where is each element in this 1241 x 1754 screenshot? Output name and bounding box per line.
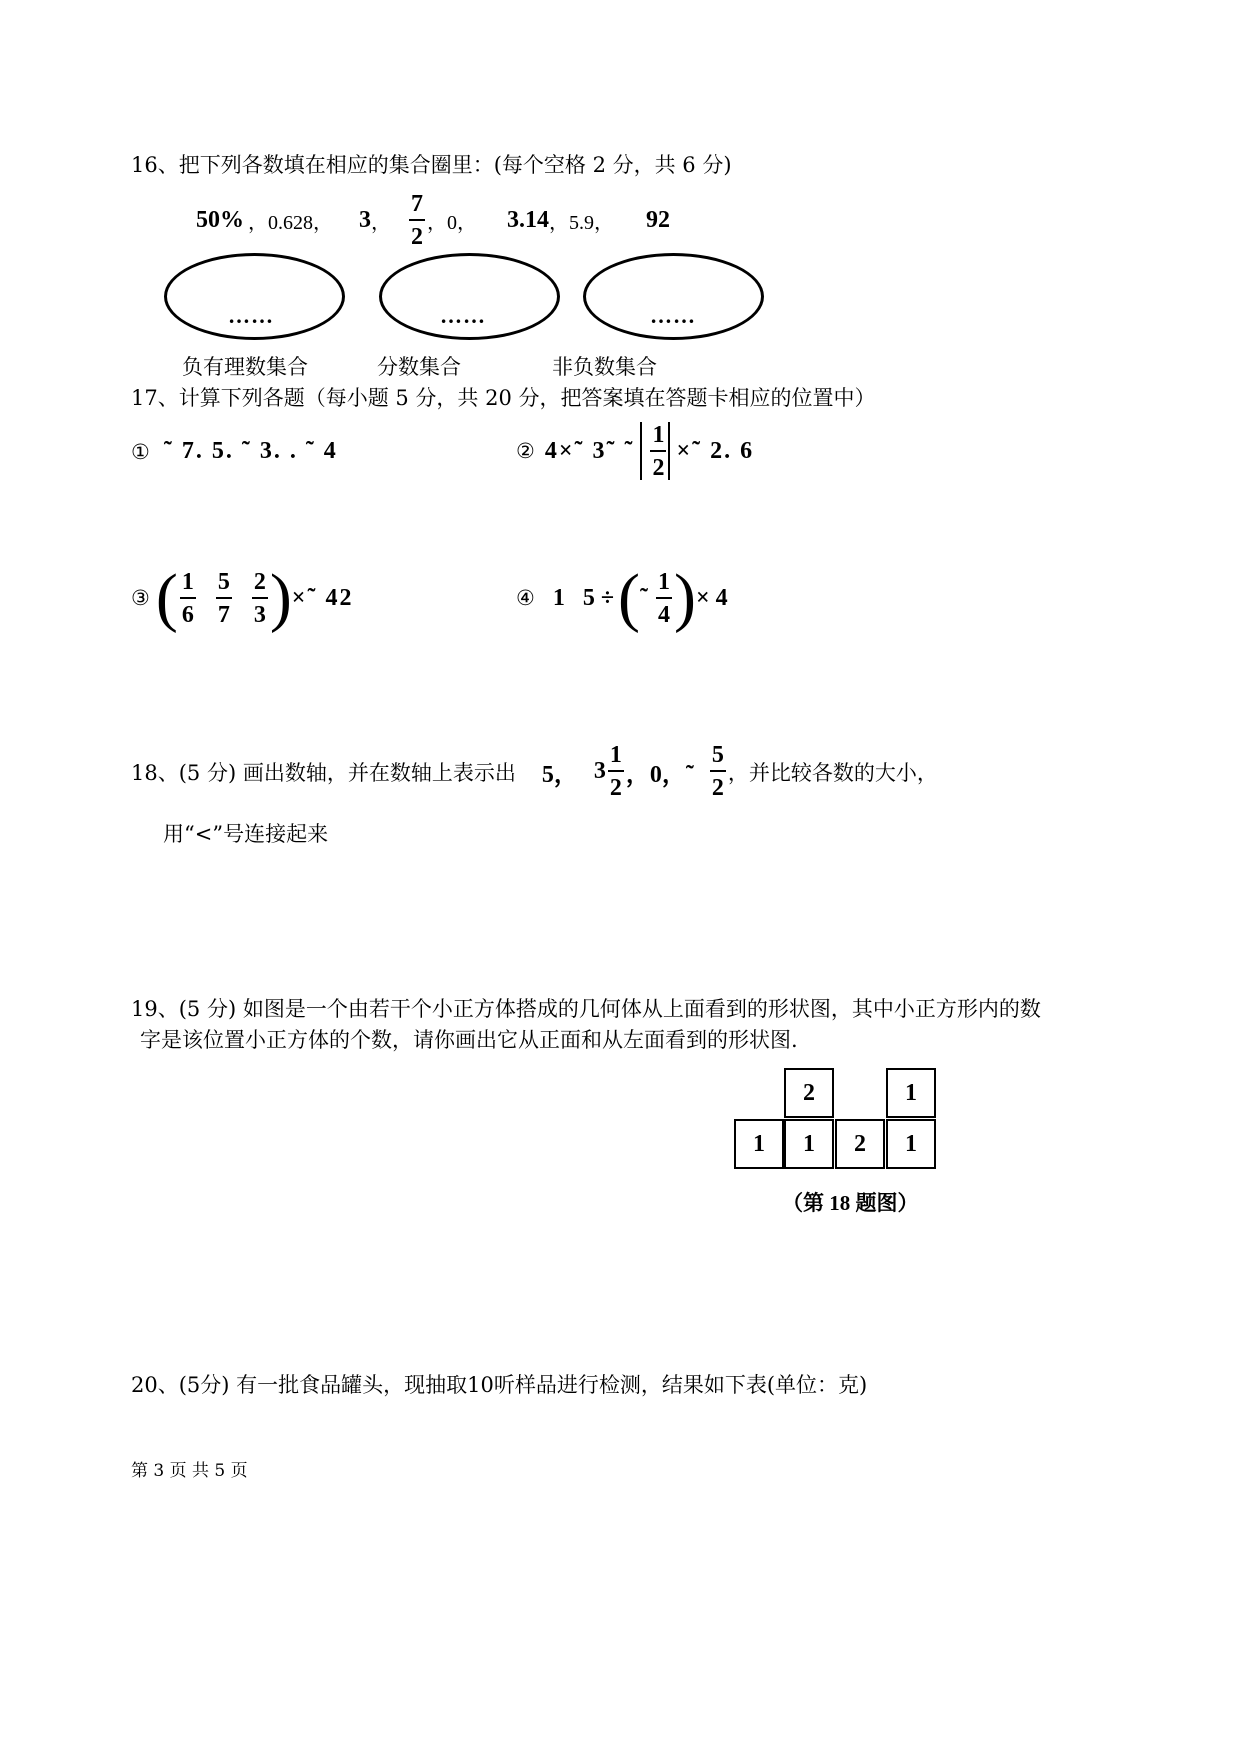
grid-cell: 2 [784, 1068, 834, 1118]
q16-separator: ， [371, 211, 391, 234]
q18-line-1 [131, 743, 938, 800]
grid-cell: 2 [835, 1119, 885, 1169]
q19-line-2: 字是该位置小正方体的个数，请你画出它从正面和从左面看到的形状图. [140, 1028, 798, 1052]
grid-cell: 1 [886, 1068, 936, 1118]
figure-caption: （第 18 题图） [782, 1191, 919, 1215]
q16-number: 50% [196, 206, 244, 233]
fraction-numerator: 1 [180, 570, 196, 599]
set-label: 分数集合 [377, 355, 461, 379]
q18-suffix: ，并比较各数的大小， [727, 760, 938, 785]
q18-number: 5， [541, 762, 578, 788]
q16-title: 16、把下列各数填在相应的集合圈里：(每个空格 2 分，共 6 分) [131, 153, 732, 177]
expression: 4×˜ 3˜ ˜ [544, 437, 635, 464]
fraction [608, 743, 624, 800]
left-paren: ( [618, 561, 640, 634]
fraction-denominator: 6 [181, 601, 194, 628]
fraction-denominator: 2 [652, 454, 665, 481]
fraction-numerator: 7 [409, 192, 425, 221]
fraction-numerator: 5 [216, 570, 232, 599]
fraction-numerator: 5 [710, 743, 726, 772]
fraction-denominator: 4 [657, 601, 670, 628]
q18-prefix: 18、(5 分) 画出数轴，并在数轴上表示出 [131, 760, 516, 785]
q16-separator: ，0.628， [248, 211, 333, 234]
page-footer: 第 3 页 共 5 页 [131, 1461, 248, 1481]
fraction [710, 743, 726, 800]
q16-separator: ，0， [427, 211, 477, 234]
grid-cell: 1 [734, 1119, 784, 1169]
top-view-grid [734, 1068, 938, 1172]
set-dots: …… [650, 303, 696, 328]
q17-part-2 [516, 422, 754, 480]
part-marker: ② [516, 439, 535, 463]
fraction [656, 570, 672, 627]
q16-fraction [409, 192, 425, 249]
part-marker: ③ [131, 586, 150, 610]
fraction-denominator: 3 [253, 601, 266, 628]
part-marker: ④ [516, 586, 535, 610]
fraction [252, 570, 268, 627]
grid-cell: 1 [886, 1119, 936, 1169]
fraction-numerator: 1 [650, 423, 666, 452]
set-label: 非负数集合 [552, 355, 657, 379]
fraction-denominator: 7 [217, 601, 230, 628]
fraction [180, 570, 196, 627]
expression: 1 5 ÷ [552, 584, 614, 611]
set-dots: …… [228, 303, 274, 328]
grid-cell: 1 [784, 1119, 834, 1169]
q18-line-2: 用“<”号连接起来 [163, 822, 329, 846]
q16-number-list [196, 192, 670, 248]
fraction-denominator: 2 [711, 775, 724, 801]
fraction-denominator: 2 [411, 223, 423, 250]
q16-number: 3.14 [507, 206, 549, 233]
fraction [216, 570, 232, 627]
fraction-denominator: 2 [609, 775, 622, 801]
expression: ˜ 7. 5. ˜ 3. . ˜ 4 [163, 438, 338, 464]
q19-line-1: 19、(5 分) 如图是一个由若干个小正方体搭成的几何体从上面看到的形状图，其中小正方形内的数 [131, 997, 1041, 1021]
expression: ×˜ 2. 6 [676, 437, 755, 464]
q16-number: 3 [359, 206, 371, 233]
expression: ×˜ 42 [291, 584, 354, 611]
mixed-number-whole: 3 [593, 758, 606, 784]
fraction-numerator: 1 [608, 743, 624, 772]
left-paren: ( [155, 561, 178, 634]
absolute-value-bar [668, 422, 670, 480]
set-dots: …… [440, 303, 486, 328]
right-paren: ) [269, 561, 292, 634]
fraction-numerator: 2 [252, 570, 268, 599]
q16-separator: ，5.9， [549, 211, 614, 234]
minus-sign: ˜ [639, 584, 648, 611]
expression: × 4 [695, 584, 728, 611]
q18-number: ，0，˜ [625, 762, 694, 788]
q16-number: 92 [646, 206, 670, 233]
q17-part-3 [131, 561, 354, 634]
absolute-value-bar [640, 422, 642, 480]
fraction-numerator: 1 [656, 570, 672, 599]
q17-part-1 [131, 438, 338, 465]
fraction [650, 423, 666, 480]
set-label: 负有理数集合 [182, 355, 308, 379]
right-paren: ) [673, 561, 696, 634]
part-marker: ① [131, 439, 150, 464]
q17-title: 17、计算下列各题（每小题 5 分，共 20 分，把答案填在答题卡相应的位置中） [131, 386, 876, 410]
q20-title: 20、(5分) 有一批食品罐头，现抽取10听样品进行检测，结果如下表(单位：克) [131, 1373, 868, 1397]
q17-part-4 [516, 561, 728, 634]
